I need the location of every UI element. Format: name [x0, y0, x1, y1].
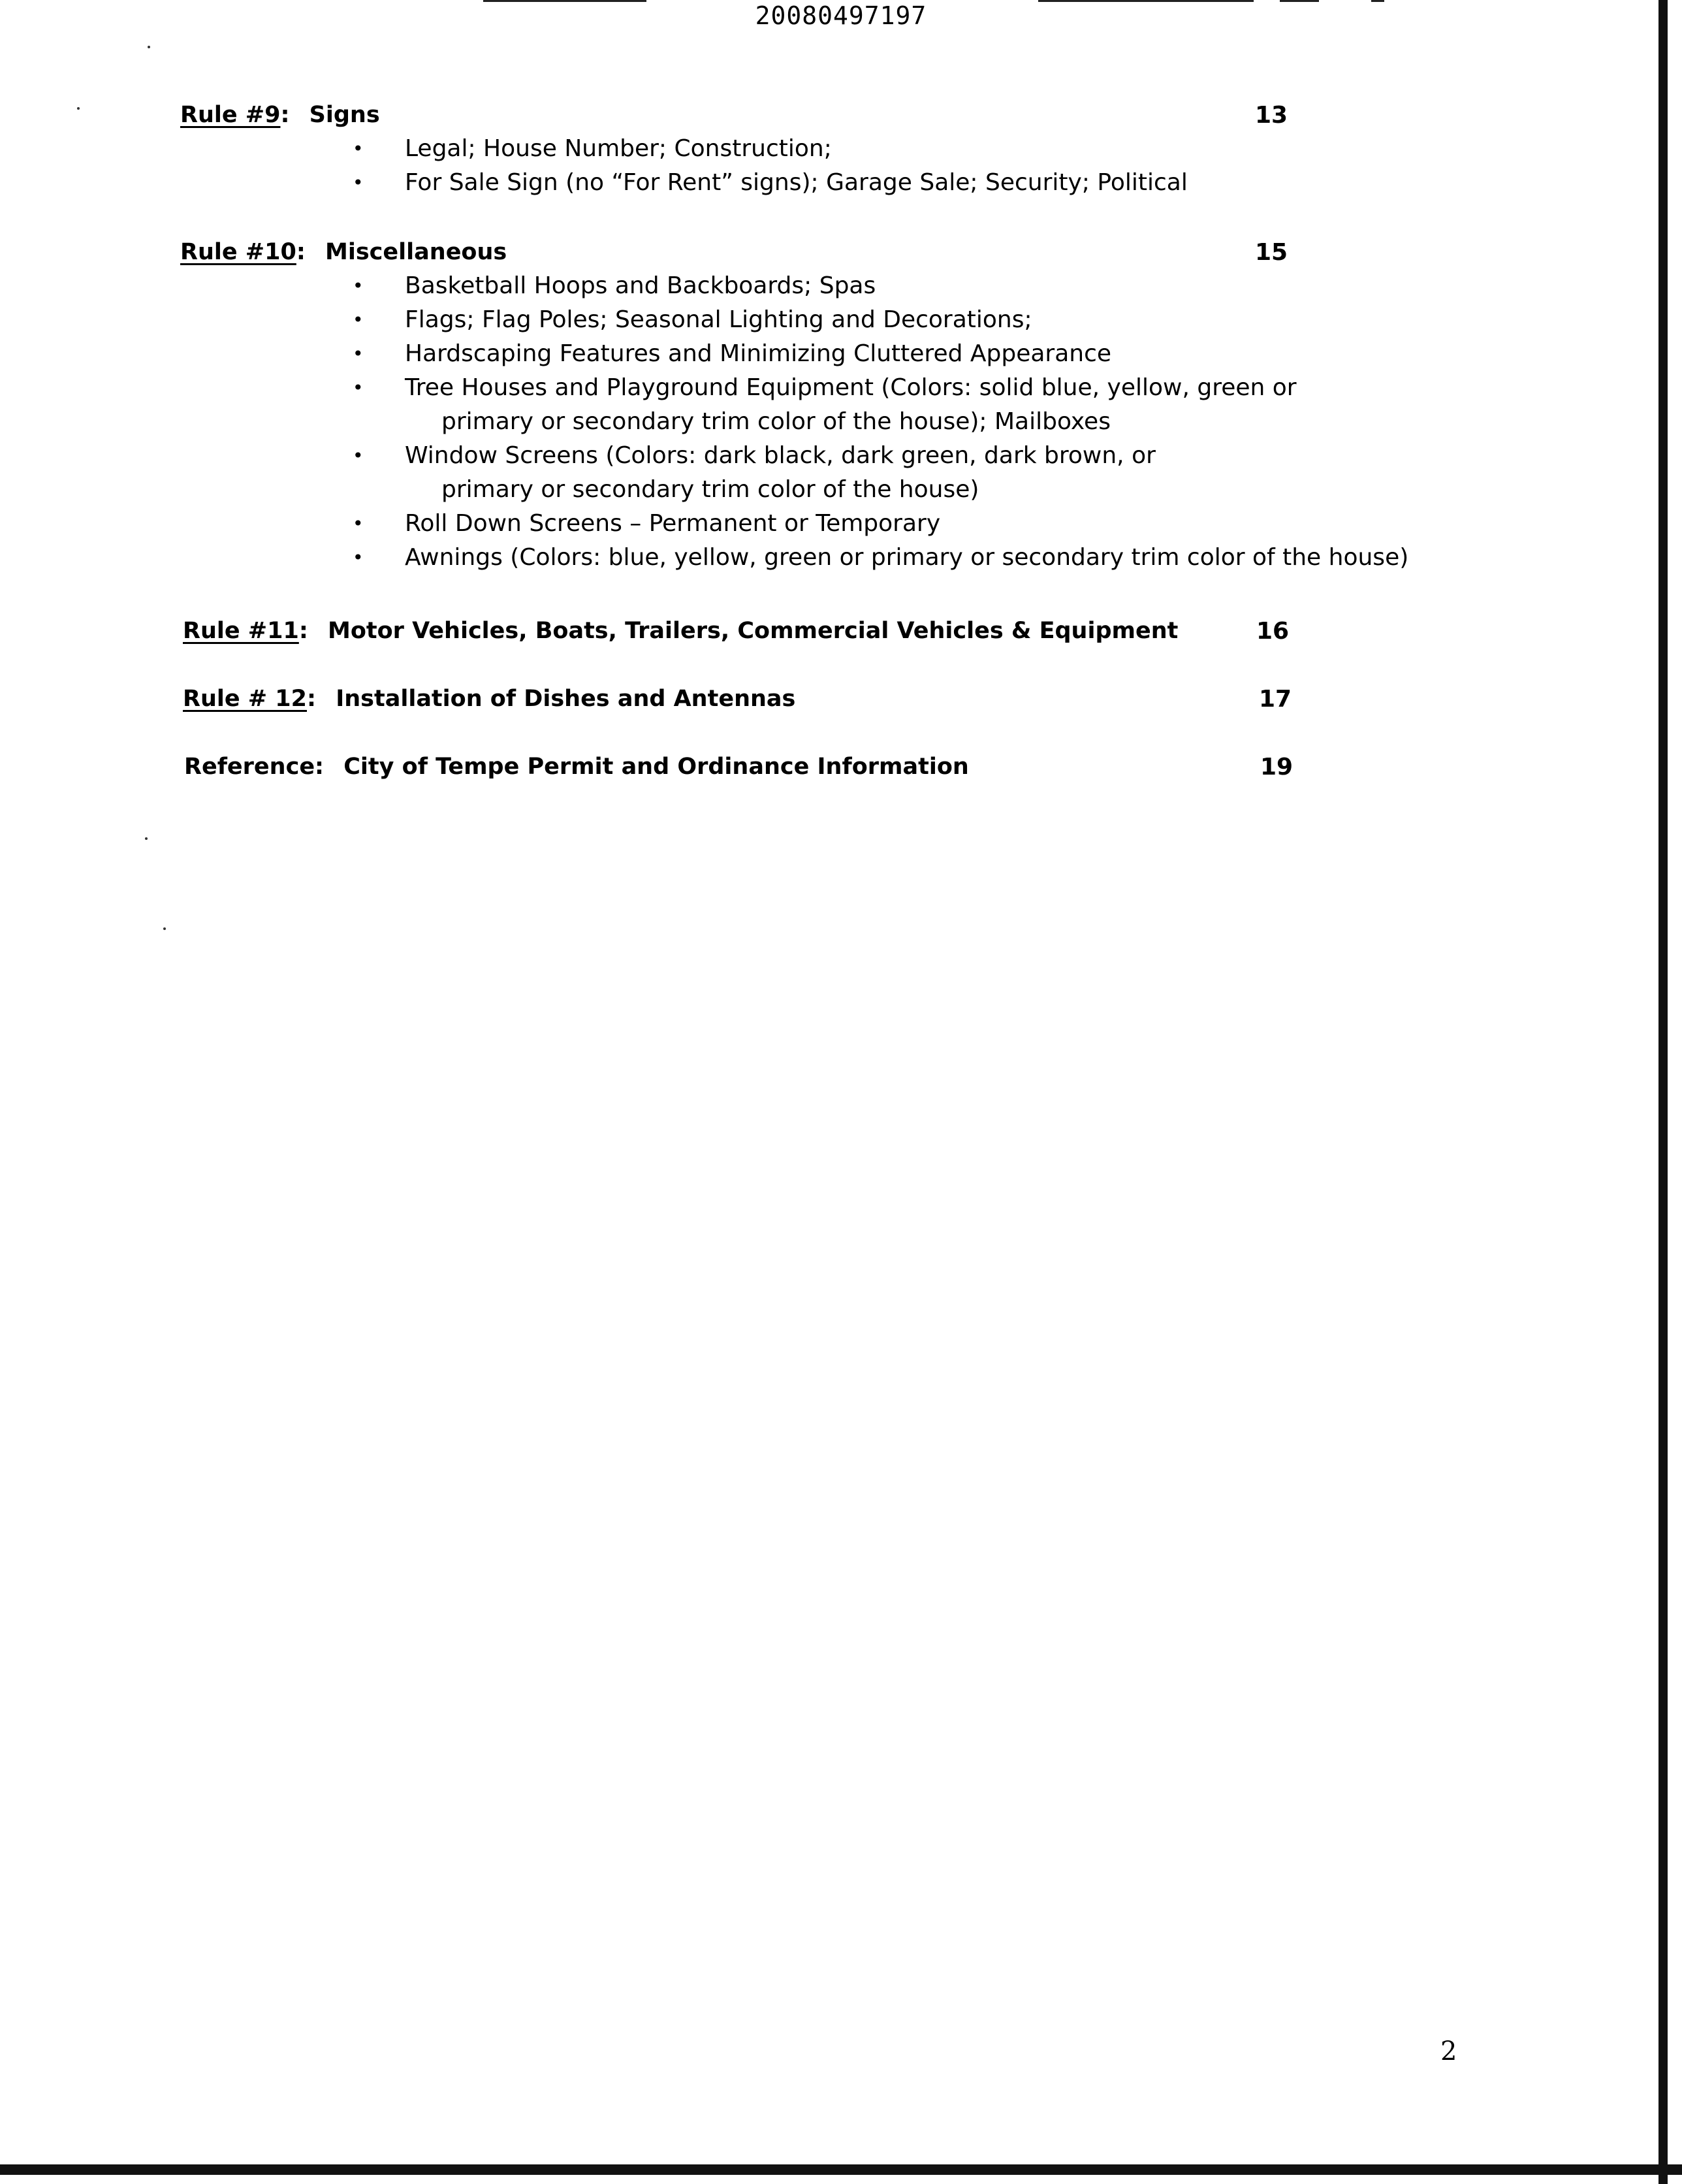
bullet-icon: •: [353, 377, 364, 398]
page-reference: 17: [1259, 686, 1292, 713]
list-item: [353, 303, 1593, 337]
page-reference: 15: [1255, 239, 1288, 266]
toc-entry-heading: [184, 754, 1320, 790]
bullet-icon: •: [353, 343, 364, 364]
list-item-text: Awnings (Colors: blue, yellow, green or primary or secondary trim color of the house): [405, 544, 1409, 571]
list-item: [353, 371, 1593, 439]
list-item: [353, 132, 1593, 166]
list-item-text: Hardscaping Features and Minimizing Cluttered Appearance: [405, 340, 1112, 367]
rule-title: Miscellaneous: [325, 239, 507, 265]
page-number: 2: [1440, 2036, 1457, 2066]
scan-speck: [77, 107, 80, 110]
toc-entry-rule-12: [183, 686, 1319, 722]
bullet-icon: •: [353, 445, 364, 466]
list-item-continuation: primary or secondary trim color of the house): [441, 476, 979, 503]
document-number: 20080497197: [755, 1, 927, 30]
scan-speck: [148, 46, 150, 48]
list-item: [353, 269, 1593, 303]
rule-title: Signs: [309, 102, 380, 128]
rule-10-items: [353, 269, 1593, 575]
rule-colon: :: [307, 686, 317, 712]
bullet-icon: •: [353, 309, 364, 330]
rule-colon: :: [298, 618, 308, 644]
rule-title: Installation of Dishes and Antennas: [336, 686, 796, 712]
rule-label: Rule #9: [180, 102, 281, 128]
bullet-icon: •: [353, 138, 364, 159]
list-item-text: Basketball Hoops and Backboards; Spas: [405, 272, 876, 299]
list-item: [353, 166, 1593, 200]
toc-entry-reference: [184, 754, 1320, 790]
rule-colon: :: [280, 102, 290, 128]
toc-entry-rule-10: [180, 239, 1409, 581]
toc-entry-rule-9: [180, 102, 1316, 206]
list-item-text: Legal; House Number; Construction;: [405, 135, 832, 162]
toc-entry-heading: [183, 686, 1319, 722]
page-reference: 16: [1256, 618, 1290, 645]
toc-entry-heading: [183, 618, 1319, 654]
toc-entry-rule-11: [183, 618, 1319, 654]
rule-9-items: [353, 132, 1593, 200]
bullet-icon: •: [353, 513, 364, 534]
scan-edge-bottom: [0, 2164, 1682, 2175]
list-item-text: Roll Down Screens – Permanent or Temporary: [405, 510, 941, 537]
page-reference: 19: [1260, 754, 1293, 780]
list-item-continuation: primary or secondary trim color of the house); Mailboxes: [441, 408, 1111, 435]
list-item: [353, 541, 1593, 575]
rule-label: Rule #11: [183, 618, 299, 644]
rule-title: Motor Vehicles, Boats, Trailers, Commercial Vehicles & Equipment: [328, 618, 1179, 644]
bullet-icon: •: [353, 275, 364, 297]
list-item: [353, 439, 1593, 507]
scan-speck: [145, 837, 148, 840]
scan-speck: [163, 927, 166, 930]
scan-edge-right: [1658, 0, 1668, 2184]
rule-label: Rule # 12: [183, 686, 308, 712]
list-item-text: Flags; Flag Poles; Seasonal Lighting and Decorations;: [405, 306, 1032, 333]
bullet-icon: •: [353, 172, 364, 193]
bullet-icon: •: [353, 547, 364, 568]
list-item: [353, 337, 1593, 371]
rule-colon: :: [296, 239, 306, 265]
rule-label: Rule #10: [180, 239, 296, 265]
list-item-text: For Sale Sign (no “For Rent” signs); Garage Sale; Security; Political: [405, 169, 1188, 196]
reference-label: Reference:: [184, 754, 325, 780]
page-reference: 13: [1255, 102, 1288, 129]
list-item-text: Window Screens (Colors: dark black, dark green, dark brown, or: [405, 442, 1156, 469]
reference-title: City of Tempe Permit and Ordinance Information: [343, 754, 969, 780]
list-item: [353, 507, 1593, 541]
list-item-text: Tree Houses and Playground Equipment (Colors: solid blue, yellow, green or: [405, 374, 1297, 401]
